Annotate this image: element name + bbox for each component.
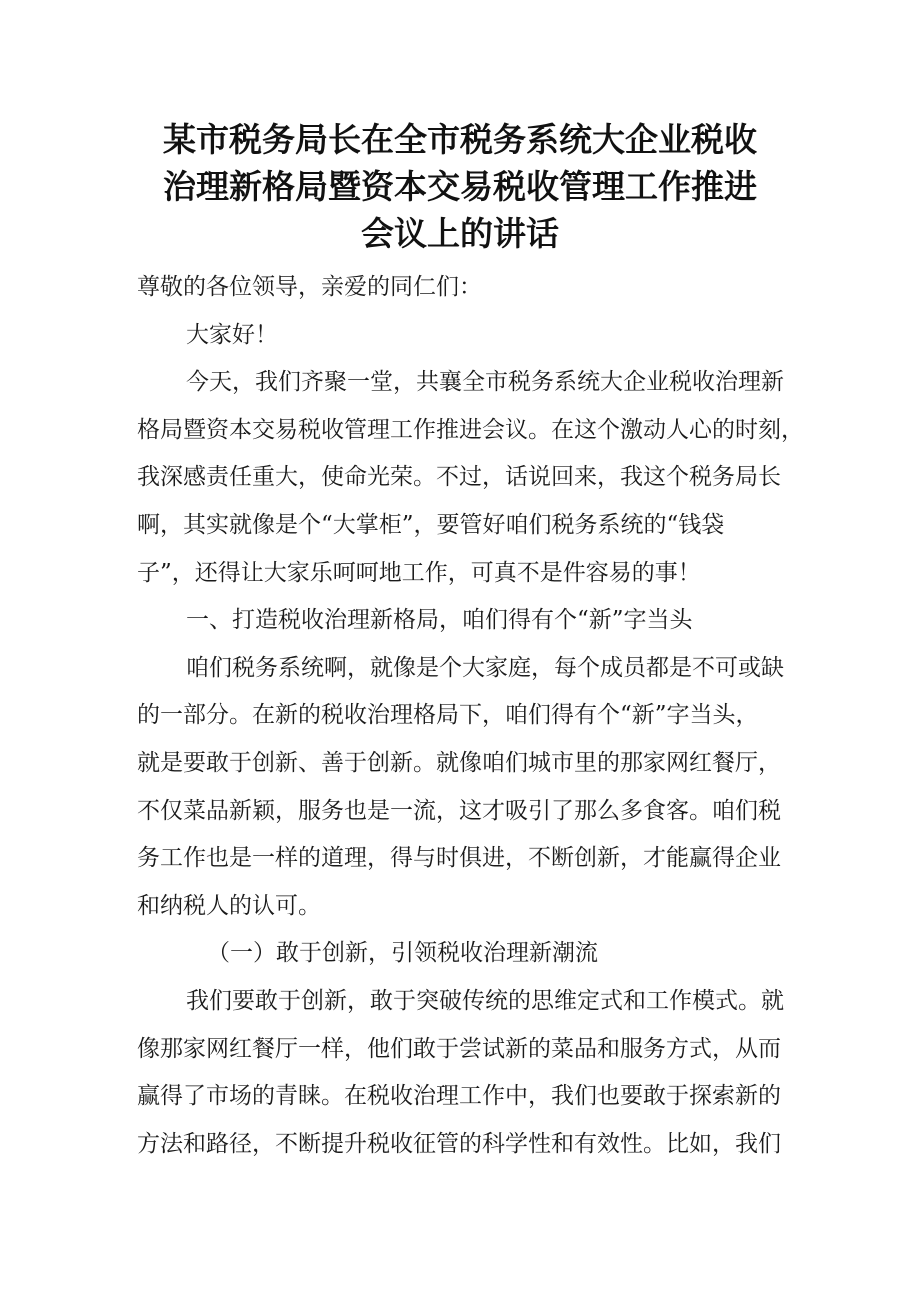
greeting: 大家好！ (186, 321, 278, 348)
paragraph-line: 赢得了市场的青睐。在税收治理工作中，我们也要敢于探索新的 (137, 1083, 781, 1110)
title-line-1: 某市税务局长在全市税务系统大企业税收 (163, 120, 757, 159)
title-line-2: 治理新格局暨资本交易税收管理工作推进 (163, 167, 757, 206)
paragraph-line: 就是要敢于创新、善于创新。就像咱们城市里的那家网红餐厅， (137, 749, 781, 776)
paragraph-line: 我们要敢于创新，敢于突破传统的思维定式和工作模式。就 (186, 987, 784, 1014)
paragraph-line: 啊，其实就像是个“大掌柜”，要管好咱们税务系统的“钱袋 (137, 511, 725, 538)
document-title (0, 116, 920, 257)
paragraph-line: 方法和路径，不断提升税收征管的科学性和有效性。比如，我们 (137, 1130, 781, 1157)
paragraph-line: 务工作也是一样的道理，得与时俱进，不断创新，才能赢得企业 (137, 845, 781, 872)
paragraph-line: 今天，我们齐聚一堂，共襄全市税务系统大企业税收治理新 (186, 369, 784, 396)
title-line-3: 会议上的讲话 (361, 214, 559, 253)
paragraph-line: 咱们税务系统啊，就像是个大家庭，每个成员都是不可或缺 (186, 654, 784, 681)
paragraph-line: 的一部分。在新的税收治理格局下，咱们得有个“新”字当头， (137, 702, 759, 729)
paragraph-line: 不仅菜品新颖，服务也是一流，这才吸引了那么多食客。咱们税 (137, 797, 781, 824)
paragraph-line: 格局暨资本交易税收管理工作推进会议。在这个激动人心的时刻， (137, 416, 804, 443)
subsection-heading: （一）敢于创新，引领税收治理新潮流 (207, 940, 598, 967)
paragraph-line: 我深感责任重大，使命光荣。不过，话说回来，我这个税务局长 (137, 464, 781, 491)
document-body (137, 264, 804, 1168)
salutation: 尊敬的各位领导，亲爱的同仁们： (137, 274, 482, 300)
paragraph-line: 像那家网红餐厅一样，他们敢于尝试新的菜品和服务方式，从而 (137, 1035, 781, 1062)
paragraph-line: 和纳税人的认可。 (137, 892, 321, 919)
paragraph-line: 子”，还得让大家乐呵呵地工作，可真不是件容易的事！ (137, 559, 701, 586)
section-heading: 一、打造税收治理新格局，咱们得有个“新”字当头 (186, 607, 693, 634)
